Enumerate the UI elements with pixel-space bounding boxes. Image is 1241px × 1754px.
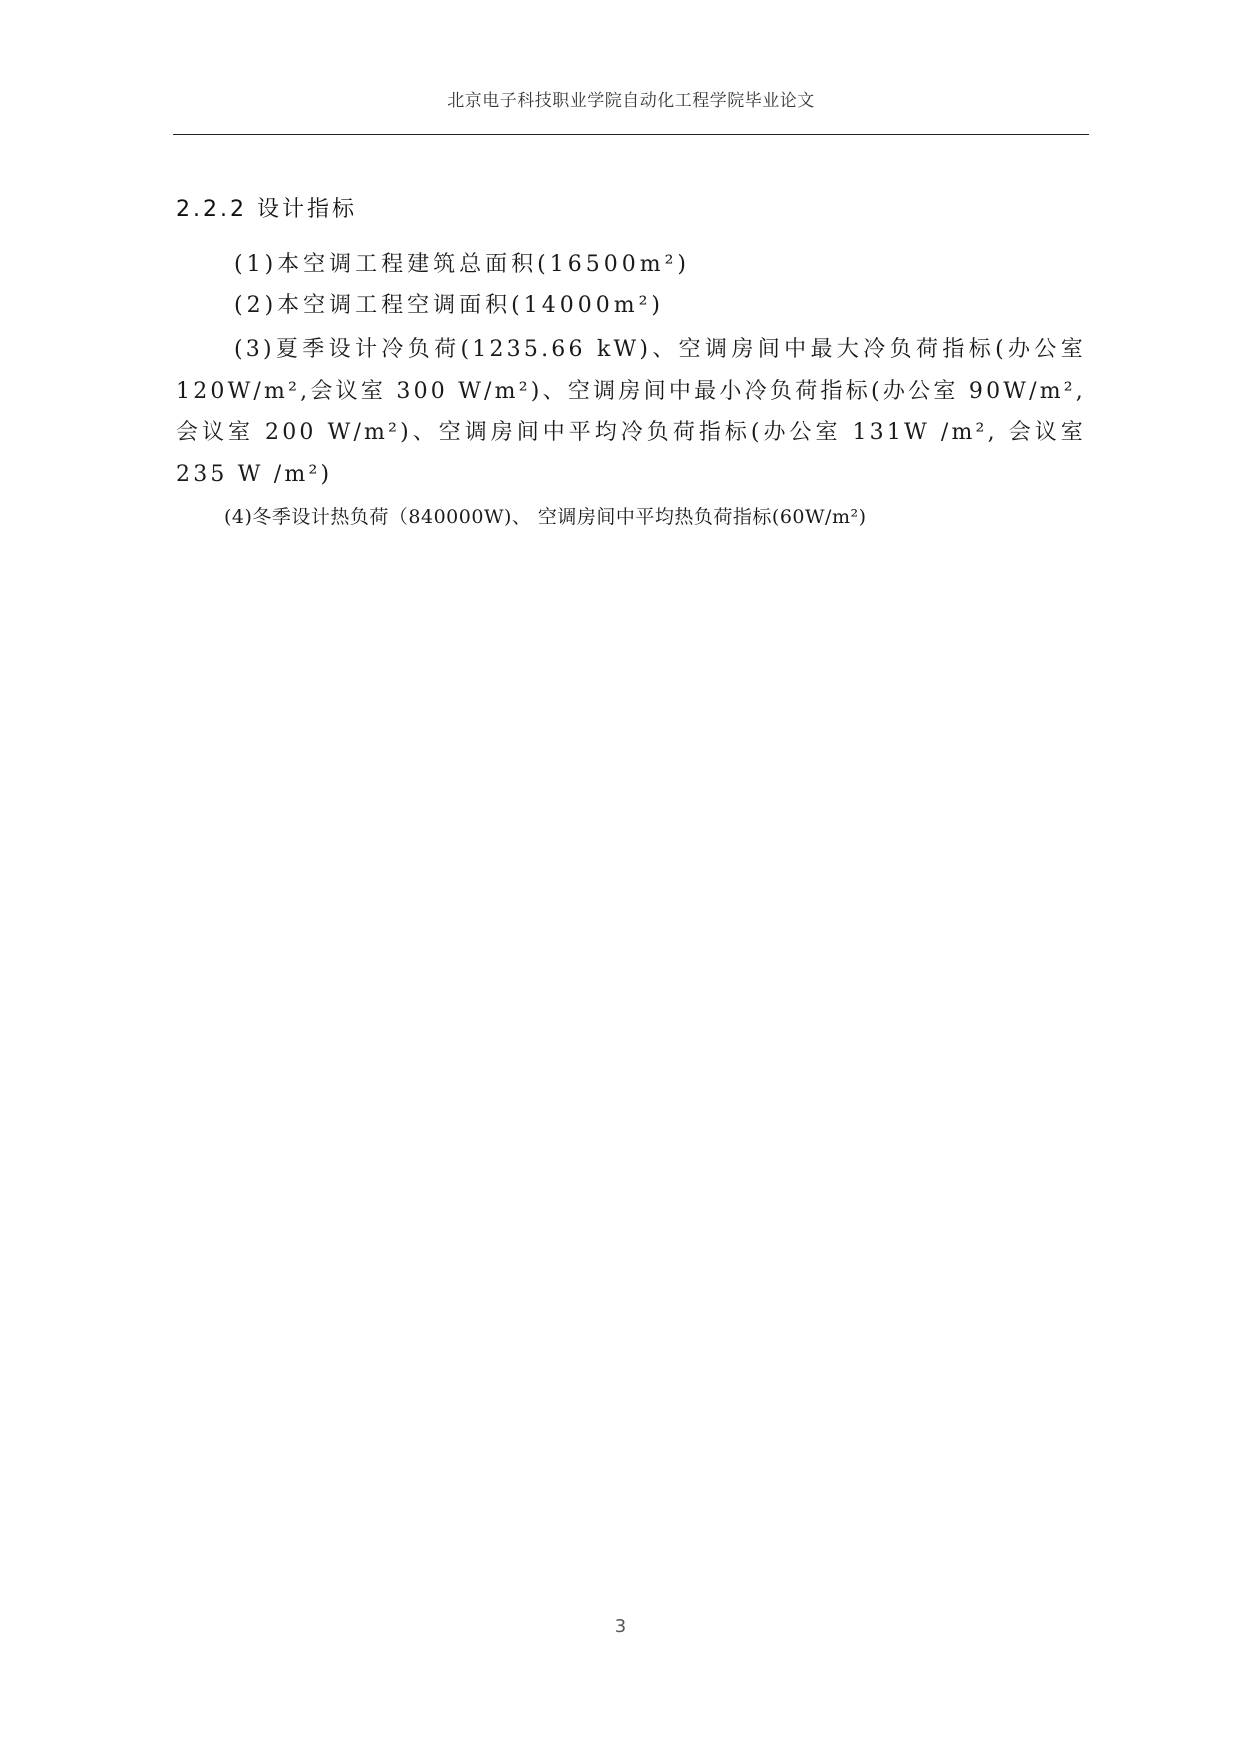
paragraph-item-3: (3)夏季设计冷负荷(1235.66 kW)、空调房间中最大冷负荷指标(办公室 120W/m²,会议室 300 W/m²)、空调房间中最小冷负荷指标(办公室 90W/m²,会议室 200 W/m²)、空调房间中平均冷负荷指标(办公室 131W /m², 会议室 235 W /m²) [176,337,1086,487]
page-header: 北京电子科技职业学院自动化工程学院毕业论文 [447,91,815,111]
paragraph-item-4: (4)冬季设计热负荷（840000W)、 空调房间中平均热负荷指标(60W/m²) [224,506,867,528]
header-divider [173,134,1089,135]
paragraph-item-2: (2)本空调工程空调面积(14000m²) [234,293,664,318]
section-heading: 2.2.2 设计指标 [176,197,357,222]
page-number: 3 [614,1616,627,1637]
paragraph-item-1: (1)本空调工程建筑总面积(16500m²) [234,252,690,277]
